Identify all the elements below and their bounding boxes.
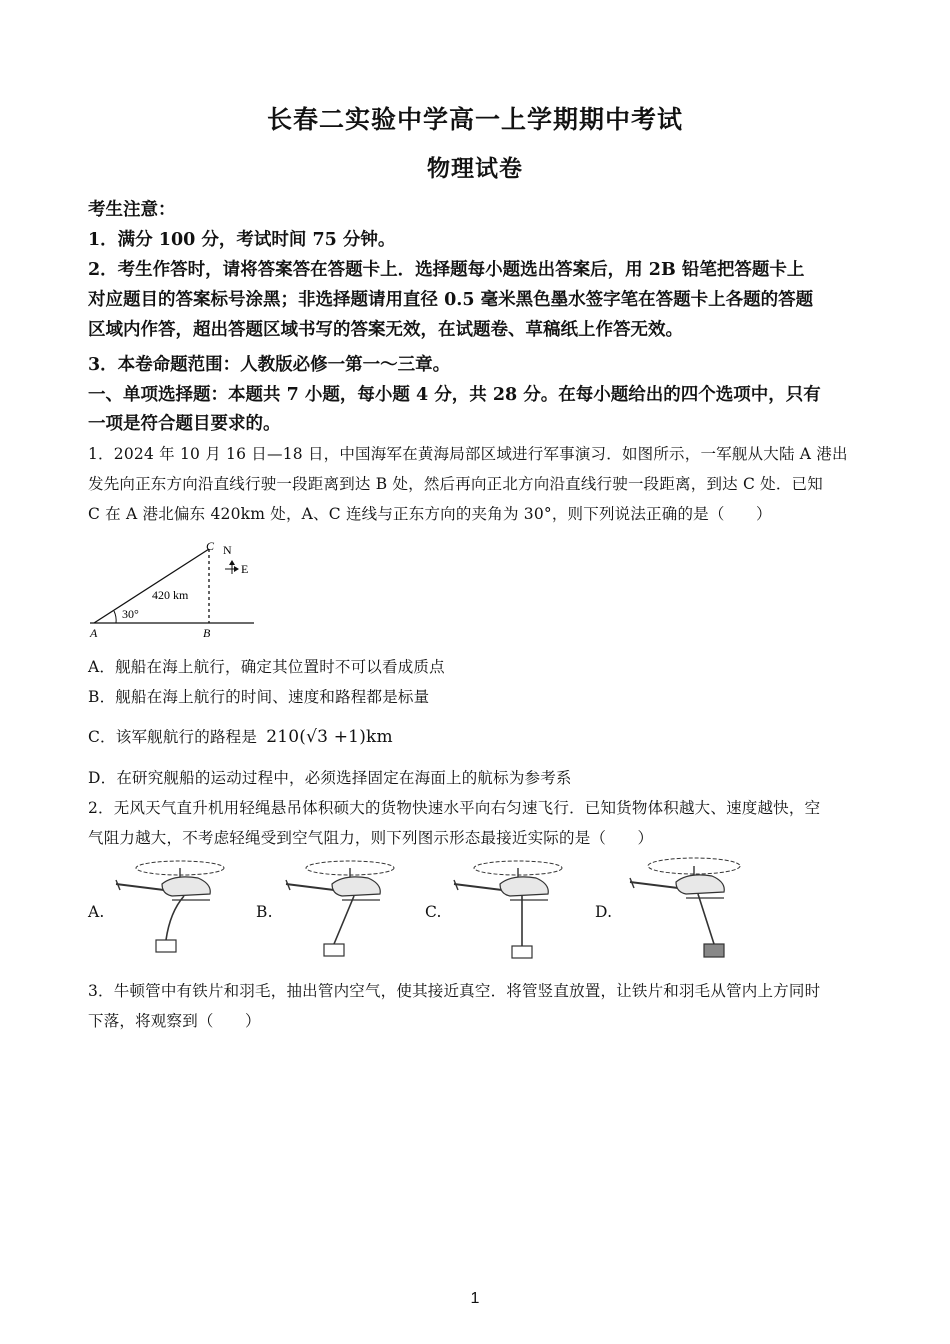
- q1-stem-line-3: C 在 A 港北偏东 420km 处，A、C 连线与正东方向的夹角为 30°，则下列说法正确的是（ ）: [88, 505, 772, 523]
- q1-option-c-formula: 210(√3 +1)km: [266, 727, 393, 747]
- east-arrowhead-icon: [234, 566, 239, 572]
- q1-figure-label-c: C: [206, 539, 215, 553]
- q2-stem-line-1: 2．无风天气直升机用轻绳悬吊体积硕大的货物快速水平向右匀速飞行．已知货物体积越大、速度越快，空: [88, 799, 821, 817]
- q3-stem-line-2: 下落，将观察到（ ）: [88, 1012, 261, 1030]
- q1-figure-angle: 30°: [122, 607, 139, 621]
- section-1-line-2: 一项是符合题目要求的。: [88, 414, 281, 434]
- helicopter-b-image: [282, 856, 402, 960]
- rope-d: [698, 894, 714, 944]
- q2-option-d-label: D.: [595, 903, 613, 921]
- q1-option-a: A．舰船在海上航行，确定其位置时不可以看成质点: [88, 658, 445, 676]
- north-arrowhead-icon: [229, 560, 235, 565]
- tail-boom-c: [454, 884, 502, 890]
- notice-item-2-line-3-text: 区域内作答，超出答题区域书写的答案无效，在试题卷、草稿纸上作答无效。: [88, 320, 683, 340]
- notice-heading: 考生注意：: [88, 200, 176, 220]
- cargo-c: [512, 946, 532, 958]
- helicopter-d-image: [626, 852, 750, 960]
- helicopter-c-image: [450, 856, 570, 960]
- page-number: 1: [470, 1290, 480, 1307]
- section-1-line-1: 一、单项选择题：本题共 7 小题，每小题 4 分，共 28 分。在每小题给出的四个选项中，只有: [88, 385, 821, 405]
- notice-item-3: 3．本卷命题范围：人教版必修一第一～三章。: [88, 355, 451, 375]
- cargo-a: [156, 940, 176, 952]
- notice-item-2-line-3: [88, 316, 683, 341]
- fuselage-c: [500, 877, 548, 896]
- q1-stem-line-1: 1．2024 年 10 月 16 日—18 日，中国海军在黄海局部区域进行军事演习．如图所示，一军舰从大陆 A 港出: [88, 445, 848, 463]
- helicopter-a-image: [112, 856, 232, 960]
- q1-figure: [86, 538, 261, 642]
- fuselage-d: [676, 875, 724, 894]
- q1-option-c: [88, 725, 393, 747]
- rope-a: [166, 896, 184, 940]
- cargo-d: [704, 944, 724, 957]
- tail-boom-b: [286, 884, 334, 890]
- page-title: 长春二实验中学高一上学期期中考试: [266, 105, 683, 134]
- q1-option-b: B．舰船在海上航行的时间、速度和路程都是标量: [88, 688, 430, 706]
- q3-stem-line-1: 3．牛顿管中有铁片和羽毛，抽出管内空气，使其接近真空．将管竖直放置，让铁片和羽毛从管内上方同时: [88, 982, 821, 1000]
- q1-figure-label-a: A: [90, 626, 98, 640]
- q2-option-c-label: C.: [425, 903, 442, 921]
- tail-boom-d: [630, 882, 678, 888]
- q1-figure-distance: 420 km: [152, 588, 189, 602]
- notice-item-1: 1．满分 100 分，考试时间 75 分钟。: [88, 230, 396, 250]
- page-subtitle: 物理试卷: [427, 155, 523, 182]
- q1-figure-label-e: E: [241, 562, 249, 576]
- notice-item-2-line-2: 对应题目的答案标号涂黑；非选择题请用直径 0.5 毫米黑色墨水签字笔在答题卡上各题的答题: [88, 290, 814, 310]
- cargo-b: [324, 944, 344, 956]
- q1-option-c-text: C．该军舰航行的路程是: [88, 728, 258, 746]
- q2-option-a-label: A.: [88, 903, 105, 921]
- rope-b: [334, 896, 354, 944]
- q2-stem-line-2: 气阻力越大，不考虑轻绳受到空气阻力，则下列图示形态最接近实际的是（ ）: [88, 829, 654, 847]
- tail-boom-a: [116, 884, 164, 890]
- q1-figure-hypotenuse: [94, 549, 209, 623]
- q1-figure-label-n: N: [223, 543, 232, 557]
- q1-figure-angle-arc: [114, 611, 116, 623]
- fuselage-b: [332, 877, 380, 896]
- q1-stem-line-2: 发先向正东方向沿直线行驶一段距离到达 B 处，然后再向正北方向沿直线行驶一段距离，到达 C 处．已知: [88, 475, 823, 493]
- q1-figure-label-b: B: [203, 626, 211, 640]
- fuselage-a: [162, 877, 210, 896]
- notice-item-2-line-1: 2．考生作答时，请将答案答在答题卡上．选择题每小题选出答案后，用 2B 铅笔把答题卡上: [88, 260, 805, 280]
- q1-option-d: D．在研究舰船的运动过程中，必须选择固定在海面上的航标为参考系: [88, 769, 572, 787]
- q2-option-b-label: B.: [256, 903, 273, 921]
